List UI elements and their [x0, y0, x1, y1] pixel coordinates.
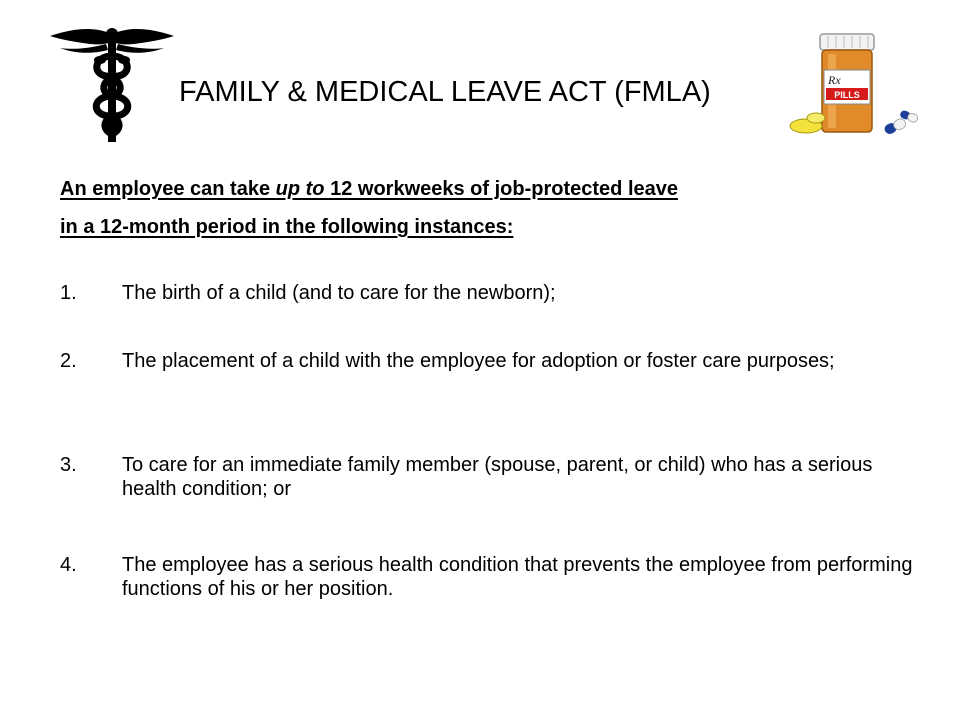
intro-text [60, 170, 920, 246]
intro-line-1 [60, 178, 678, 200]
list-item-text: The birth of a child (and to care for the newborn); [122, 282, 556, 304]
list-item [60, 349, 835, 373]
intro-line-2: in a 12-month period in the following instances: [60, 216, 514, 238]
list-item-text: The placement of a child with the employee for adoption or foster care purposes; [122, 350, 835, 372]
pill-bottle-icon [788, 30, 920, 142]
list-item-number: 1. [60, 282, 77, 304]
list-item [60, 453, 930, 501]
list-item [60, 281, 556, 305]
pills-label: PILLS [834, 90, 860, 100]
list-item-text: To care for an immediate family member (spouse, parent, or child) who has a serious health condition; or [122, 454, 873, 500]
intro-part-1: An employee can take [60, 178, 276, 200]
rx-symbol: Rx [828, 73, 841, 87]
list-item-number: 4. [60, 554, 77, 576]
list-item [60, 553, 930, 601]
caduceus-icon [46, 22, 178, 144]
list-item-text: The employee has a serious health condition that prevents the employee from performing functions of his or her position. [122, 554, 913, 600]
slide-title: FAMILY & MEDICAL LEAVE ACT (FMLA) [179, 76, 711, 108]
list-item-number: 2. [60, 350, 77, 372]
list-item-number: 3. [60, 454, 77, 476]
intro-part-2: 12 workweeks of job-protected leave [324, 178, 678, 200]
intro-emphasis: up to [275, 178, 325, 200]
